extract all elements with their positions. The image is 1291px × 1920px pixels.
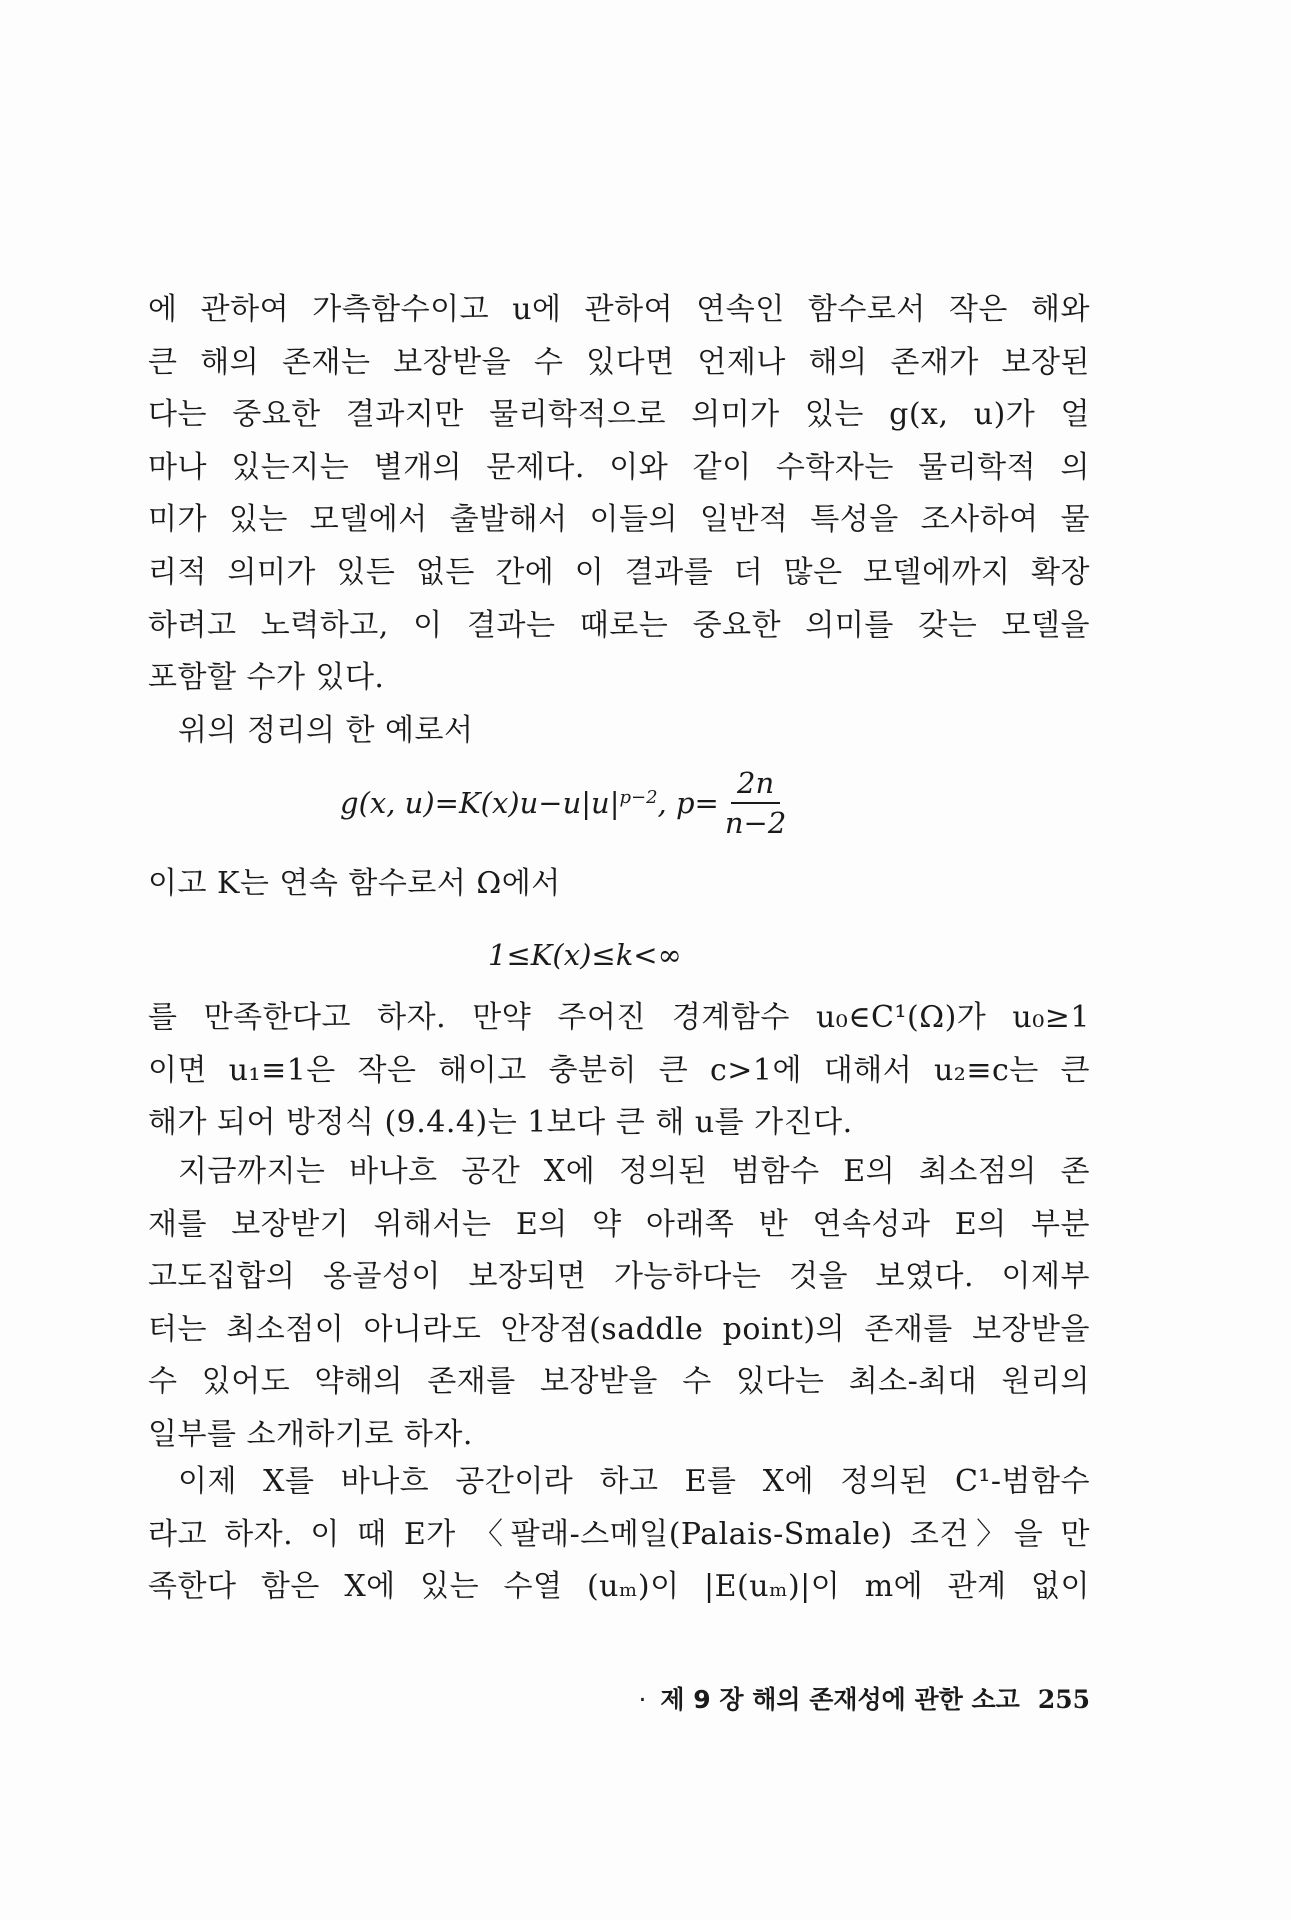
text-line: 에 관하여 가측함수이고 u에 관하여 연속인 함수로서 작은 해와 xyxy=(148,292,1090,327)
text-line: 미가 있는 모델에서 출발해서 이들의 일반적 특성을 조사하여 물 xyxy=(148,502,1090,538)
text-line: 이면 u₁≡1은 작은 해이고 충분히 큰 c>1에 대해서 u₂≡c는 큰 xyxy=(148,1052,1090,1088)
text-line: 해가 되어 방정식 (9.4.4)는 1보다 큰 해 u를 가진다. xyxy=(148,1105,853,1141)
equation-comma: , p= xyxy=(657,786,719,820)
fraction xyxy=(725,766,786,840)
equation-k-bound: 1≤K(x)≤k<∞ xyxy=(488,938,682,972)
text-line: 수 있어도 약해의 존재를 보장받을 수 있다는 최소-최대 원리의 xyxy=(148,1364,1090,1400)
running-footer xyxy=(560,1680,1090,1720)
text-line: 다는 중요한 결과지만 물리학적으로 의미가 있는 g(x, u)가 얼 xyxy=(148,397,1090,433)
text-line: 리적 의미가 있든 없든 간에 이 결과를 더 많은 모델에까지 확장 xyxy=(148,554,1090,590)
paragraph-4 xyxy=(148,992,1090,1150)
paragraph-3 xyxy=(148,858,1090,911)
text-line: 일부를 소개하기로 하자. xyxy=(148,1416,473,1452)
footer-bullet: · xyxy=(638,1685,647,1714)
page-number: 255 xyxy=(1037,1685,1090,1714)
text-line: 를 만족한다고 하자. 만약 주어진 경계함수 u₀∈C¹(Ω)가 u₀≥1 xyxy=(148,1000,1090,1035)
fraction-numerator: 2n xyxy=(731,766,780,804)
footer-chapter-title: 제 9 장 해의 존재성에 관한 소고 xyxy=(660,1685,1020,1714)
text-line: 이제 X를 바나흐 공간이라 하고 E를 X에 정의된 C¹-범함수 xyxy=(178,1464,1090,1499)
text-line: 고도집합의 옹골성이 보장되면 가능하다는 것을 보였다. 이제부 xyxy=(148,1259,1090,1295)
paragraph-6 xyxy=(148,1456,1090,1614)
paragraph-1 xyxy=(148,284,1090,757)
text-line: 지금까지는 바나흐 공간 X에 정의된 범함수 E의 최소점의 존 xyxy=(178,1154,1090,1189)
text-line: 터는 최소점이 아니라도 안장점(saddle point)의 존재를 보장받을 xyxy=(148,1311,1090,1347)
equation-g-definition xyxy=(340,758,960,848)
text-line: 이고 K는 연속 함수로서 Ω에서 xyxy=(148,866,561,901)
text-line: 포함할 수가 있다. xyxy=(148,660,385,696)
text-line: 마나 있는지는 별개의 문제다. 이와 같이 수학자는 물리학적 의 xyxy=(148,449,1090,485)
text-line: 재를 보장받기 위해서는 E의 약 아래쪽 반 연속성과 E의 부분 xyxy=(148,1206,1090,1242)
paragraph-5 xyxy=(148,1146,1090,1462)
text-line: 족한다 함은 X에 있는 수열 (uₘ)이 |E(uₘ)|이 m에 관계 없이 xyxy=(148,1569,1090,1605)
fraction-denominator: n−2 xyxy=(724,806,787,840)
text-line: 하려고 노력하고, 이 결과는 때로는 중요한 의미를 갖는 모델을 xyxy=(148,607,1090,643)
equation-lhs: g(x, u)=K(x)u−u|u| xyxy=(340,786,620,820)
equation-exponent: p−2 xyxy=(619,786,658,808)
text-line: 큰 해의 존재는 보장받을 수 있다면 언제나 해의 존재가 보장된 xyxy=(148,344,1090,380)
text-line: 위의 정리의 한 예로서 xyxy=(178,712,474,748)
text-line: 라고 하자. 이 때 E가 〈팔래-스메일(Palais-Smale) 조건〉을 만 xyxy=(148,1516,1090,1552)
